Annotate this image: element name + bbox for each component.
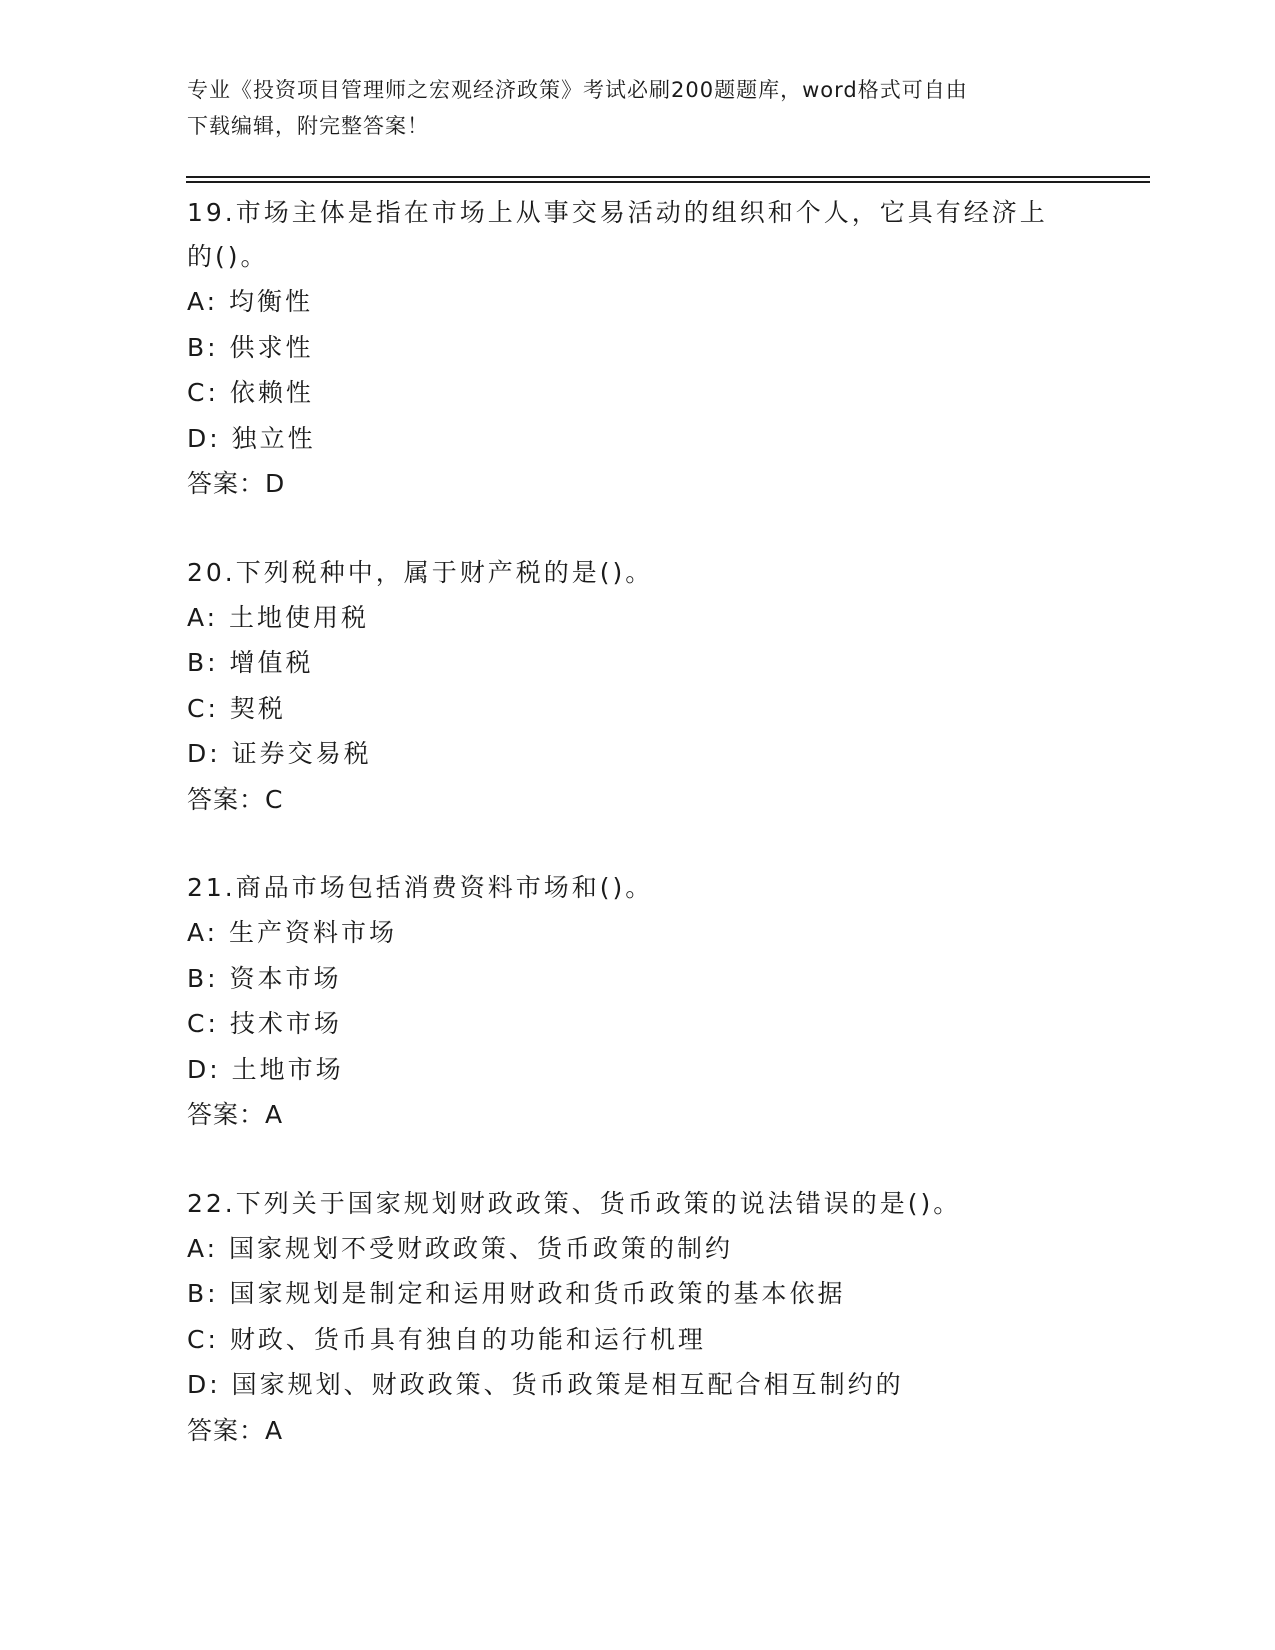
option-b: B: 增值税: [187, 648, 314, 677]
option-d: D: 国家规划、财政政策、货币政策是相互配合相互制约的: [187, 1370, 904, 1399]
option-d: D: 独立性: [187, 423, 316, 453]
option-a: A: 均衡性: [187, 287, 314, 316]
question-stem-line-2: 的()。: [187, 242, 269, 271]
header-line-1: 专业《投资项目管理师之宏观经济政策》考试必刷200题题库，word格式可自由: [187, 78, 968, 102]
option-a: A: 生产资料市场: [187, 918, 398, 947]
option-a: A: 土地使用税: [187, 602, 370, 632]
question-stem: 21.商品市场包括消费资料市场和()。: [187, 873, 654, 902]
option-d: D: 证券交易税: [187, 739, 372, 768]
option-c: C: 契税: [187, 693, 286, 723]
answer: 答案：D: [187, 469, 286, 498]
question-stem: [187, 191, 1087, 279]
answer: 答案：A: [187, 1100, 284, 1129]
answer: 答案：A: [187, 1415, 284, 1445]
option-c: C: 技术市场: [187, 1009, 342, 1038]
question-21: [187, 866, 1087, 1138]
question-19: [187, 191, 1087, 507]
answer: 答案：C: [187, 784, 284, 814]
question-stem: 20.下列税种中，属于财产税的是()。: [187, 557, 654, 587]
question-stem-line-1: 19.市场主体是指在市场上从事交易活动的组织和个人，它具有经济上: [187, 198, 1048, 227]
option-b: B: 国家规划是制定和运用财政和货币政策的基本依据: [187, 1279, 846, 1308]
question-stem: 22.下列关于国家规划财政政策、货币政策的说法错误的是()。: [187, 1188, 962, 1218]
question-22: [187, 1182, 1087, 1454]
option-b: B: 供求性: [187, 332, 314, 362]
option-d: D: 土地市场: [187, 1054, 344, 1084]
question-list: [187, 191, 1087, 1497]
option-c: C: 依赖性: [187, 378, 314, 407]
document-header: [187, 72, 1087, 144]
question-20: [187, 551, 1087, 823]
header-line-2: 下载编辑，附完整答案！: [187, 114, 429, 138]
header-divider-bottom: [186, 181, 1150, 183]
header-divider-top: [186, 176, 1150, 178]
option-b: B: 资本市场: [187, 963, 342, 993]
option-c: C: 财政、货币具有独自的功能和运行机理: [187, 1324, 706, 1354]
option-a: A: 国家规划不受财政政策、货币政策的制约: [187, 1233, 734, 1263]
